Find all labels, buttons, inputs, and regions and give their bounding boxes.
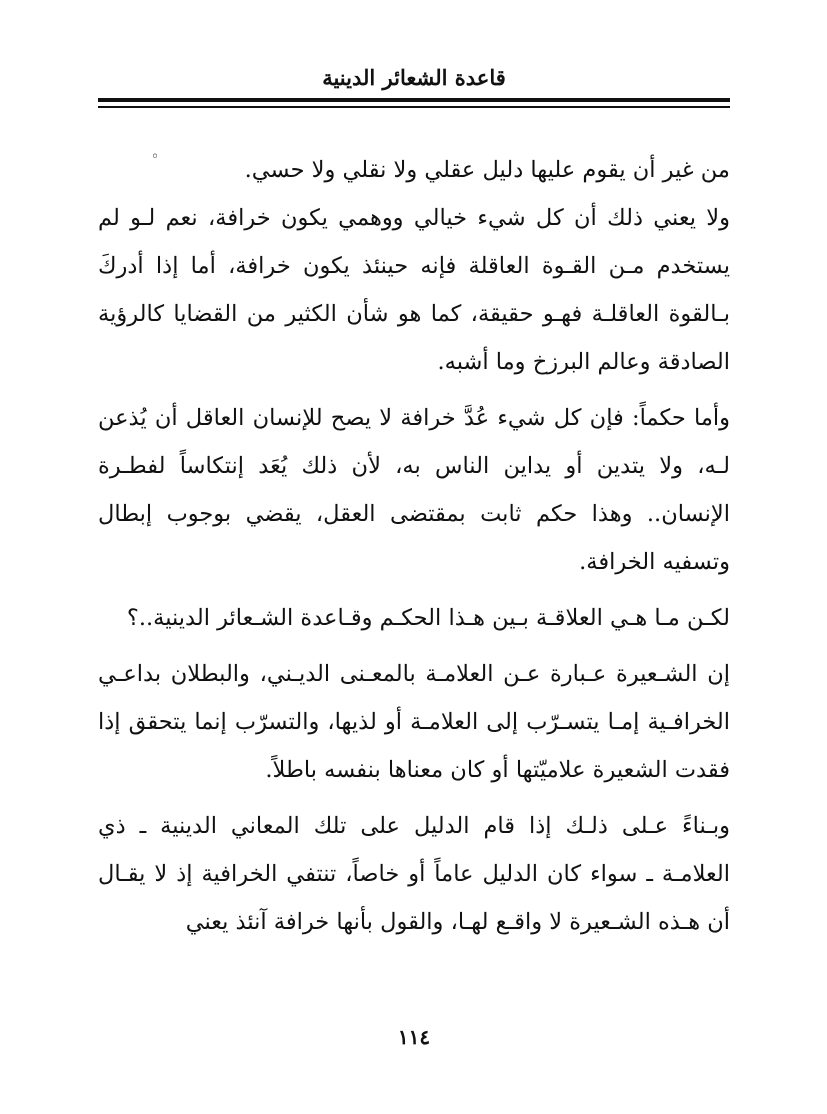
paragraph-1: من غير أن يقوم عليها دليل عقلي ولا نقلي ولا حسي.: [244, 157, 730, 183]
paragraph-6: وبـناءً عـلى ذلـك إذا قام الدليل على تلك المعاني الدينية ـ ذي العلامـة ـ سواء كان الدليل عاماً أو خاصاً، تنتفي الخرافية إذ لا يقـال أن هـذه الشـعيرة لا واقـع لهـا، والقول بأنها خرافة آنئذ يعني: [98, 813, 730, 935]
paragraph-3: وأما حكماً: فإن كل شيء عُدَّ خرافة لا يصح للإنسان العاقل أن يُذعن لـه، ولا يتدين أو يداين الناس به، لأن ذلك يُعَد إنتكاساً لفطـرة الإنسان.. وهذا حكم ثابت بمقتضى العقل، يقضي بوجوب إبطال وتسفيه الخرافة.: [98, 405, 730, 575]
stray-dot-mark: ◦: [150, 149, 160, 165]
header-rule-thin: [98, 106, 730, 108]
paragraph-2: ولا يعني ذلك أن كل شيء خيالي ووهمي يكون خرافة، نعم لـو لم يستخدم مـن القـوة العاقلة فإنه حينئذ يكون خرافة، أما إذا أدركَ بـالقوة العاقلـة فهـو حقيقة، كما هو شأن الكثير من القضايا كالرؤية الصادقة وعالم البرزخ وما أشبه.: [98, 205, 730, 375]
body-text: [98, 146, 730, 946]
page-number: ١١٤: [397, 1025, 431, 1049]
paragraph-4: لكـن مـا هـي العلاقـة بـين هـذا الحكـم وقـاعدة الشـعائر الدينية..؟: [126, 605, 730, 631]
running-title: قاعدة الشعائر الدينية: [322, 65, 506, 90]
paragraph-5: إن الشـعيرة عـبارة عـن العلامـة بالمعـنى الديـني، والبطلان بداعـي الخرافـية إمـا يتسـرّب إلى العلامـة أو لذيها، والتسرّب إنما يتحقق إذا فقدت الشعيرة علاميّتها أو كان معناها بنفسه باطلاً.: [98, 661, 730, 783]
header-rule-thick: [98, 98, 730, 102]
